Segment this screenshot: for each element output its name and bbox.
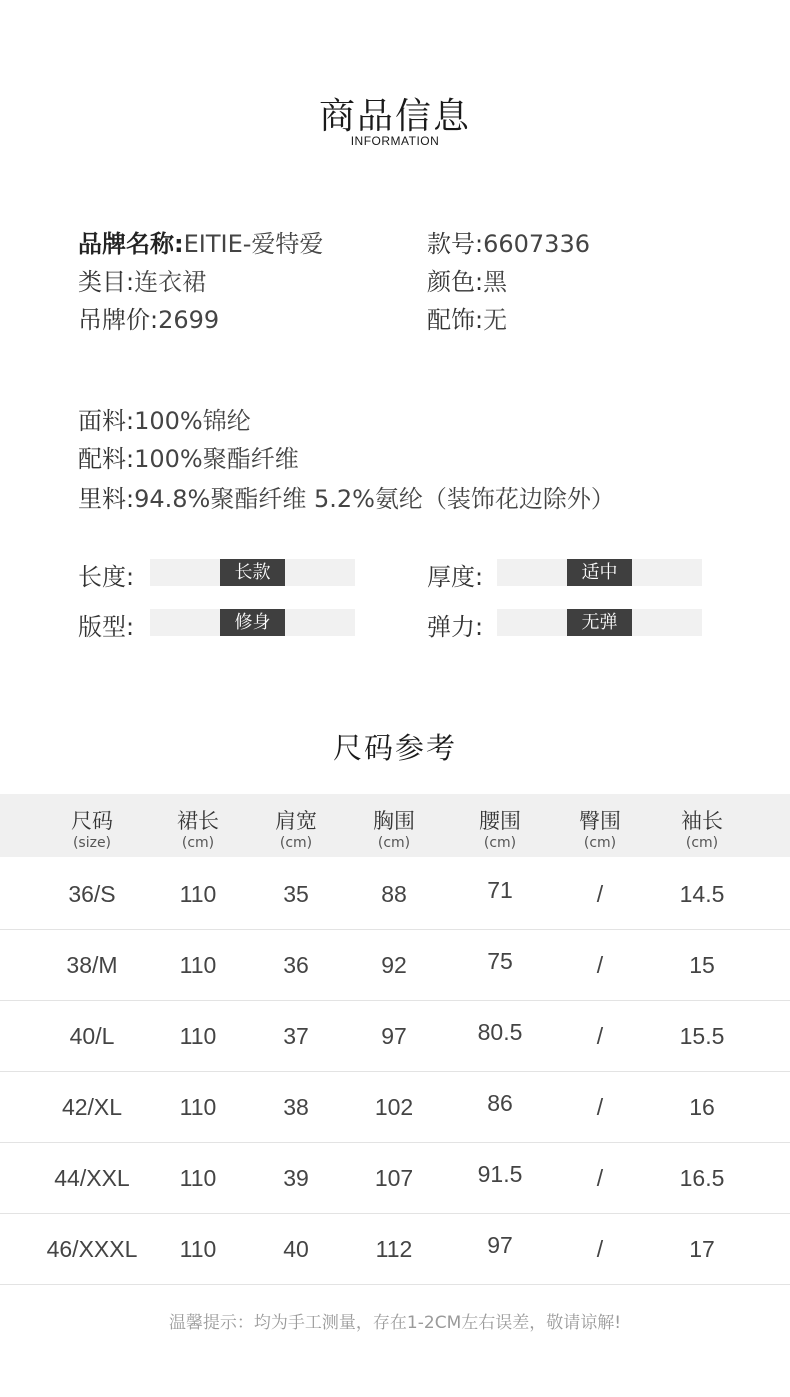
fabric-label: 面料:	[78, 407, 135, 435]
column-name: 袖长	[681, 809, 723, 833]
table-cell: 75	[487, 948, 513, 974]
table-cell: 14.5	[679, 881, 725, 907]
table-row	[0, 1001, 790, 1072]
size-chart-title: 尺码参考	[332, 731, 457, 765]
table-cell: 37	[283, 1023, 309, 1049]
trim-line	[78, 439, 299, 474]
column-unit: (cm)	[181, 835, 215, 851]
column-header-waist	[445, 794, 555, 851]
table-row	[0, 1143, 790, 1214]
brand-line	[78, 224, 323, 259]
table-cell: 97	[487, 1232, 513, 1258]
table-row	[0, 859, 790, 930]
table-cell: 91.5	[477, 1161, 523, 1187]
style-no-label: 款号:	[427, 230, 484, 258]
table-cell: 110	[179, 1094, 217, 1120]
column-name: 肩宽	[275, 809, 317, 833]
table-cell: 38/M	[66, 952, 118, 978]
column-header-size	[37, 794, 147, 851]
trim-value: 100%聚酯纤维	[134, 445, 299, 473]
column-name: 裙长	[177, 809, 219, 833]
column-unit: (cm)	[685, 835, 719, 851]
stretch-tag: 无弹	[567, 609, 632, 636]
column-header-shoulder	[241, 794, 351, 851]
table-row	[0, 930, 790, 1001]
fit-tag: 修身	[220, 609, 285, 636]
column-header-sleeve	[647, 794, 757, 851]
table-cell: /	[596, 1236, 604, 1262]
lining-label: 里料:	[78, 485, 135, 513]
table-cell: /	[596, 1165, 604, 1191]
accessory-line	[427, 300, 507, 335]
table-cell: 42/XL	[61, 1094, 123, 1120]
accessory-value: 无	[483, 306, 508, 334]
table-cell: 97	[381, 1023, 407, 1049]
table-cell: 80.5	[477, 1019, 523, 1045]
table-cell: /	[596, 881, 604, 907]
size-table-header	[0, 794, 790, 857]
fabric-line	[78, 401, 251, 436]
brand-label: 品牌名称:	[78, 230, 184, 258]
category-value: 连衣裙	[134, 268, 207, 296]
category-label: 类目:	[78, 268, 135, 296]
table-cell: 110	[179, 952, 217, 978]
brand-value: EITIE-爱特爱	[183, 230, 324, 258]
stretch-label: 弹力:	[427, 613, 484, 641]
thickness-tag: 适中	[567, 559, 632, 586]
table-cell: 38	[283, 1094, 309, 1120]
price-value: 2699	[158, 306, 220, 334]
table-cell: /	[596, 1023, 604, 1049]
table-cell: 92	[381, 952, 407, 978]
column-name: 尺码	[71, 809, 113, 833]
table-cell: 39	[283, 1165, 309, 1191]
column-header-hip	[545, 794, 655, 851]
table-cell: 15	[689, 952, 715, 978]
table-cell: 112	[375, 1236, 413, 1262]
column-unit: (cm)	[483, 835, 517, 851]
column-unit: (size)	[72, 835, 112, 851]
length-tag: 长款	[220, 559, 285, 586]
table-cell: 40	[283, 1236, 309, 1262]
table-cell: 36	[283, 952, 309, 978]
category-line	[78, 262, 206, 297]
length-label: 长度:	[78, 563, 135, 591]
fit-label: 版型:	[78, 613, 135, 641]
table-cell: 36/S	[68, 881, 116, 907]
table-cell: 44/XXL	[54, 1165, 130, 1191]
table-cell: 110	[179, 1165, 217, 1191]
fabric-value: 100%锦纶	[134, 407, 251, 435]
table-cell: 107	[374, 1165, 414, 1191]
price-line	[78, 300, 219, 335]
column-unit: (cm)	[583, 835, 617, 851]
table-cell: 110	[179, 1236, 217, 1262]
column-header-dress-length	[143, 794, 253, 851]
color-label: 颜色:	[427, 268, 484, 296]
thickness-label: 厚度:	[427, 563, 484, 591]
price-label: 吊牌价:	[78, 306, 159, 334]
color-line	[427, 262, 507, 297]
table-cell: 16.5	[679, 1165, 725, 1191]
measurement-tip: 温馨提示：均为手工测量，存在1-2CM左右误差，敬请谅解!	[168, 1313, 622, 1333]
column-unit: (cm)	[377, 835, 411, 851]
table-cell: 15.5	[679, 1023, 725, 1049]
table-cell: 16	[689, 1094, 715, 1120]
column-header-bust	[339, 794, 449, 851]
table-cell: 17	[689, 1236, 715, 1262]
page-title: 商品信息	[318, 96, 471, 137]
table-cell: 88	[381, 881, 407, 907]
table-row	[0, 1072, 790, 1143]
column-name: 腰围	[479, 809, 521, 833]
column-unit: (cm)	[279, 835, 313, 851]
table-cell: 46/XXXL	[46, 1236, 138, 1262]
table-cell: /	[596, 952, 604, 978]
table-cell: 71	[487, 877, 513, 903]
table-cell: 110	[179, 881, 217, 907]
page-subtitle: INFORMATION	[350, 134, 440, 148]
table-row	[0, 1214, 790, 1285]
column-name: 胸围	[373, 809, 415, 833]
column-name: 臀围	[579, 809, 621, 833]
style-no-value: 6607336	[483, 230, 590, 258]
accessory-label: 配饰:	[427, 306, 484, 334]
table-cell: /	[596, 1094, 604, 1120]
lining-line	[78, 479, 615, 514]
color-value: 黑	[483, 268, 508, 296]
table-cell: 40/L	[69, 1023, 115, 1049]
trim-label: 配料:	[78, 445, 135, 473]
table-cell: 35	[283, 881, 309, 907]
table-cell: 102	[374, 1094, 414, 1120]
table-cell: 86	[487, 1090, 513, 1116]
table-cell: 110	[179, 1023, 217, 1049]
style-no-line	[427, 224, 590, 259]
lining-value: 94.8%聚酯纤维 5.2%氨纶（装饰花边除外）	[134, 485, 615, 513]
